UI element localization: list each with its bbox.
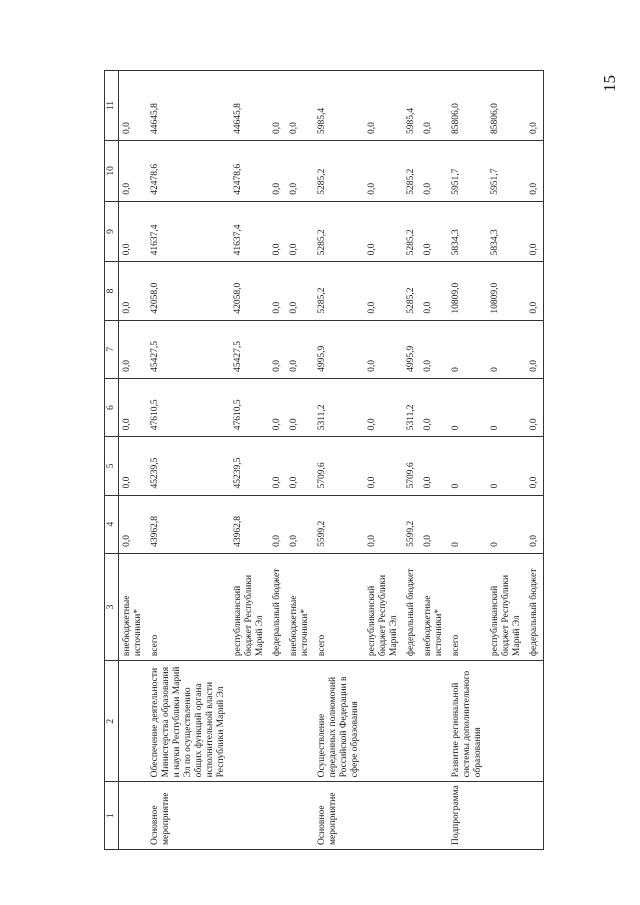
row-name-cell: Обеспечение деятельности Министерства образования и науки Республики Марий Эл по осуществлению общих функций органа исполнительной власти Республики Марий Эл <box>147 661 230 782</box>
value-cell: 5985,4 <box>314 71 364 141</box>
value-cell: 0,0 <box>119 141 148 202</box>
value-cell: 0,0 <box>269 71 286 141</box>
row-type-cell: Подпрограмма <box>448 782 487 850</box>
value-cell: 0,0 <box>526 378 544 436</box>
table-row <box>403 71 420 850</box>
value-cell: 0,0 <box>286 320 314 378</box>
value-cell: 0,0 <box>119 437 148 495</box>
value-cell: 0,0 <box>119 201 148 262</box>
value-cell: 85806,0 <box>448 71 487 141</box>
value-cell: 0,0 <box>526 262 544 320</box>
value-cell: 4995,9 <box>403 320 420 378</box>
value-cell: 0,0 <box>364 141 403 202</box>
value-cell: 0,0 <box>420 201 448 262</box>
header-cell-3: 3 <box>105 553 119 660</box>
header-cell-11: 11 <box>105 71 119 141</box>
page-number: 15 <box>600 75 619 92</box>
value-cell: 44645,8 <box>230 71 269 141</box>
header-row <box>105 71 119 850</box>
header-cell-7: 7 <box>105 320 119 378</box>
value-cell: 5709,6 <box>403 437 420 495</box>
value-cell: 0,0 <box>286 201 314 262</box>
value-cell: 45427,5 <box>147 320 230 378</box>
value-cell: 0,0 <box>286 141 314 202</box>
funding-source-cell: внебюджетные источники* <box>119 553 148 660</box>
value-cell: 5834,3 <box>487 201 526 262</box>
value-cell: 0,0 <box>286 262 314 320</box>
value-cell: 0,0 <box>119 378 148 436</box>
value-cell: 5599,2 <box>403 495 420 553</box>
row-name-cell: Осуществление переданных полномочий Российской Федерации в сфере образования <box>314 661 364 782</box>
value-cell: 5285,2 <box>314 141 364 202</box>
row-name-cell <box>487 661 526 782</box>
table-row <box>269 71 286 850</box>
table-body <box>119 71 544 850</box>
value-cell: 0 <box>487 320 526 378</box>
row-type-cell <box>420 782 448 850</box>
value-cell: 45239,5 <box>147 437 230 495</box>
table-row <box>448 71 487 850</box>
value-cell: 0,0 <box>526 437 544 495</box>
funding-source-cell: федеральный бюджет <box>526 553 544 660</box>
value-cell: 5985,4 <box>403 71 420 141</box>
value-cell: 42478,6 <box>230 141 269 202</box>
value-cell: 5285,2 <box>403 262 420 320</box>
value-cell: 10809,0 <box>448 262 487 320</box>
rotated-table-container <box>104 70 576 850</box>
value-cell: 0,0 <box>119 262 148 320</box>
value-cell: 0,0 <box>526 71 544 141</box>
funding-source-cell: республиканский бюджет Республики Марий Эл <box>364 553 403 660</box>
funding-source-cell: всего <box>314 553 364 660</box>
row-name-cell <box>230 661 269 782</box>
header-cell-6: 6 <box>105 378 119 436</box>
row-name-cell: Развитие региональной системы дополнительного образования <box>448 661 487 782</box>
value-cell: 0,0 <box>526 201 544 262</box>
row-name-cell <box>269 661 286 782</box>
row-type-cell <box>119 782 148 850</box>
value-cell: 0 <box>448 495 487 553</box>
value-cell: 0 <box>448 437 487 495</box>
value-cell: 0,0 <box>420 320 448 378</box>
value-cell: 0,0 <box>269 201 286 262</box>
table-row <box>487 71 526 850</box>
value-cell: 0 <box>448 320 487 378</box>
value-cell: 5834,3 <box>448 201 487 262</box>
header-cell-2: 2 <box>105 661 119 782</box>
value-cell: 0,0 <box>269 437 286 495</box>
value-cell: 5599,2 <box>314 495 364 553</box>
header-cell-9: 9 <box>105 201 119 262</box>
value-cell: 0,0 <box>286 437 314 495</box>
value-cell: 0,0 <box>119 495 148 553</box>
value-cell: 5951,7 <box>487 141 526 202</box>
value-cell: 5285,2 <box>403 141 420 202</box>
row-type-cell <box>230 782 269 850</box>
value-cell: 0,0 <box>420 495 448 553</box>
row-type-cell <box>403 782 420 850</box>
row-name-cell <box>119 661 148 782</box>
value-cell: 5951,7 <box>448 141 487 202</box>
funding-source-cell: федеральный бюджет <box>403 553 420 660</box>
header-cell-1: 1 <box>105 782 119 850</box>
table-row <box>526 71 544 850</box>
value-cell: 0 <box>448 378 487 436</box>
value-cell: 0,0 <box>364 437 403 495</box>
budget-table <box>104 70 544 850</box>
header-cell-10: 10 <box>105 141 119 202</box>
value-cell: 41637,4 <box>147 201 230 262</box>
header-cell-8: 8 <box>105 262 119 320</box>
funding-source-cell: федеральный бюджет <box>269 553 286 660</box>
row-name-cell <box>364 661 403 782</box>
funding-source-cell: внебюджетные источники* <box>420 553 448 660</box>
table-row <box>119 71 148 850</box>
value-cell: 0,0 <box>364 201 403 262</box>
value-cell: 0 <box>487 495 526 553</box>
row-type-cell: Основное мероприятие <box>314 782 364 850</box>
value-cell: 0,0 <box>269 262 286 320</box>
value-cell: 47610,5 <box>230 378 269 436</box>
value-cell: 0,0 <box>269 320 286 378</box>
funding-source-cell: всего <box>147 553 230 660</box>
table-row <box>420 71 448 850</box>
value-cell: 4995,9 <box>314 320 364 378</box>
table-row <box>230 71 269 850</box>
value-cell: 0 <box>487 378 526 436</box>
value-cell: 0 <box>487 437 526 495</box>
row-type-cell <box>526 782 544 850</box>
value-cell: 0,0 <box>269 141 286 202</box>
row-name-cell <box>526 661 544 782</box>
value-cell: 0,0 <box>364 71 403 141</box>
value-cell: 44645,8 <box>147 71 230 141</box>
row-type-cell <box>364 782 403 850</box>
value-cell: 43962,8 <box>230 495 269 553</box>
header-cell-5: 5 <box>105 437 119 495</box>
value-cell: 0,0 <box>420 141 448 202</box>
value-cell: 0,0 <box>526 320 544 378</box>
row-name-cell <box>403 661 420 782</box>
value-cell: 42058,0 <box>147 262 230 320</box>
value-cell: 42478,6 <box>147 141 230 202</box>
funding-source-cell: всего <box>448 553 487 660</box>
row-type-cell <box>487 782 526 850</box>
value-cell: 41637,4 <box>230 201 269 262</box>
value-cell: 0,0 <box>286 71 314 141</box>
value-cell: 0,0 <box>269 378 286 436</box>
value-cell: 5285,2 <box>403 201 420 262</box>
value-cell: 10809,0 <box>487 262 526 320</box>
funding-source-cell: республиканский бюджет Республики Марий Эл <box>230 553 269 660</box>
funding-source-cell: республиканский бюджет Республики Марий Эл <box>487 553 526 660</box>
value-cell: 0,0 <box>420 437 448 495</box>
value-cell: 0,0 <box>526 141 544 202</box>
value-cell: 0,0 <box>119 320 148 378</box>
value-cell: 0,0 <box>420 71 448 141</box>
table-row <box>314 71 364 850</box>
row-name-cell <box>420 661 448 782</box>
value-cell: 0,0 <box>420 378 448 436</box>
value-cell: 0,0 <box>119 71 148 141</box>
value-cell: 0,0 <box>364 262 403 320</box>
row-type-cell: Основное мероприятие <box>147 782 230 850</box>
value-cell: 47610,5 <box>147 378 230 436</box>
table-row <box>364 71 403 850</box>
value-cell: 43962,8 <box>147 495 230 553</box>
table-row <box>147 71 230 850</box>
value-cell: 42058,0 <box>230 262 269 320</box>
value-cell: 0,0 <box>269 495 286 553</box>
value-cell: 45427,5 <box>230 320 269 378</box>
row-type-cell <box>286 782 314 850</box>
value-cell: 5285,2 <box>314 201 364 262</box>
value-cell: 5311,2 <box>403 378 420 436</box>
value-cell: 0,0 <box>286 378 314 436</box>
value-cell: 5311,2 <box>314 378 364 436</box>
value-cell: 0,0 <box>526 495 544 553</box>
value-cell: 85806,0 <box>487 71 526 141</box>
value-cell: 5709,6 <box>314 437 364 495</box>
row-type-cell <box>269 782 286 850</box>
row-name-cell <box>286 661 314 782</box>
value-cell: 0,0 <box>420 262 448 320</box>
value-cell: 45239,5 <box>230 437 269 495</box>
value-cell: 0,0 <box>286 495 314 553</box>
funding-source-cell: внебюджетные источники* <box>286 553 314 660</box>
value-cell: 0,0 <box>364 320 403 378</box>
header-cell-4: 4 <box>105 495 119 553</box>
value-cell: 5285,2 <box>314 262 364 320</box>
value-cell: 0,0 <box>364 495 403 553</box>
table-row <box>286 71 314 850</box>
value-cell: 0,0 <box>364 378 403 436</box>
